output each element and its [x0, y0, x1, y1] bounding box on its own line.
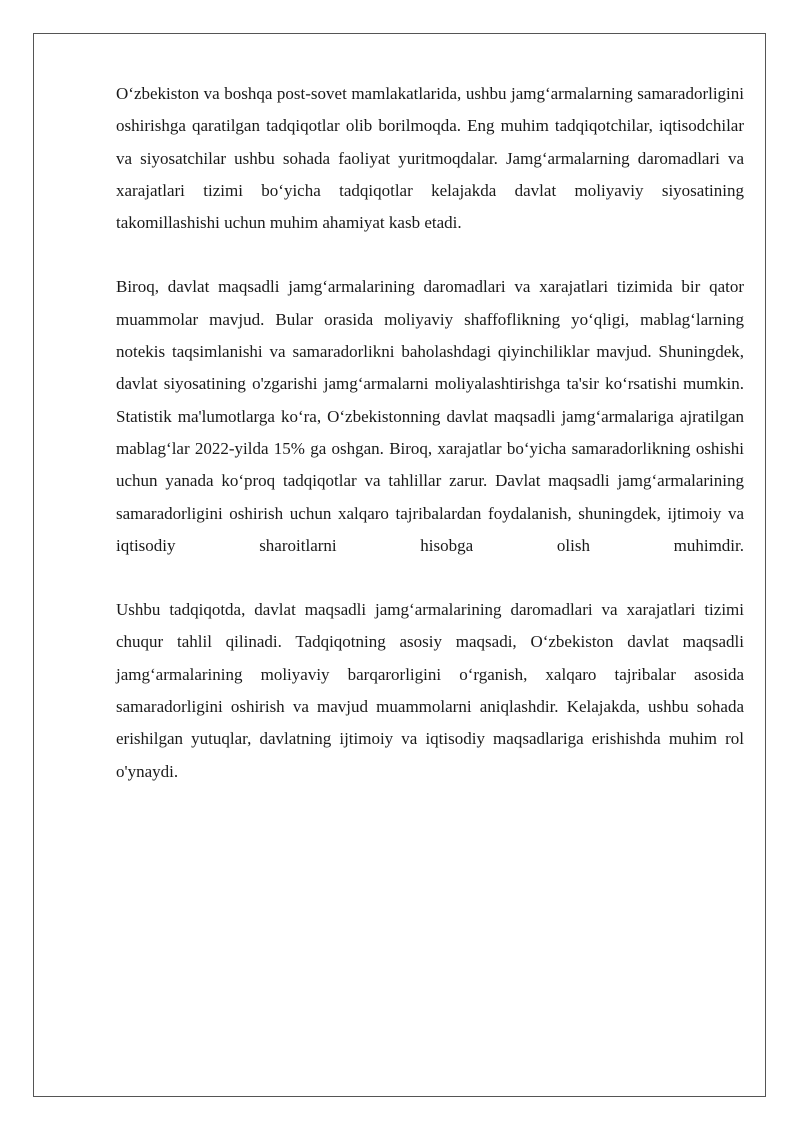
paragraph-3: Ushbu tadqiqotda, davlat maqsadli jamg‘armalarining daromadlari va xarajatlari tizimi chuqur tahlil qilinadi. Tadqiqotning asosiy maqsadi, O‘zbekiston davlat maqsadli jamg‘armalarining moliyaviy barqarorligini o‘rganish, xalqaro tajribalar asosida samaradorligini oshirish va mavjud muammolarni aniqlashdir. Kelajakda, ushbu sohada erishilgan yutuqlar, davlatning ijtimoiy va iqtisodiy maqsadlariga erishishda muhim rol o'ynaydi.: [116, 600, 744, 781]
document-page: [33, 33, 766, 1097]
paragraph-2: Biroq, davlat maqsadli jamg‘armalarining daromadlari va xarajatlari tizimida bir qator muammolar mavjud. Bular orasida moliyaviy shaffoflikning yo‘qligi, mablag‘larning notekis taqsimlanishi va samaradorlikni baholashdagi qiyinchiliklar mavjud. Shuningdek, davlat siyosatining o'zgarishi jamg‘armalarni moliyalashtirishga ta'sir ko‘rsatishi mumkin. Statistik ma'lumotlarga ko‘ra, O‘zbekistonning davlat maqsadli jamg‘armalariga ajratilgan mablag‘lar 2022-yilda 15% ga oshgan. Biroq, xarajatlar bo‘yicha samaradorlikning oshishi uchun yanada ko‘proq tadqiqotlar va tahlillar zarur. Davlat maqsadli jamg‘armalarining samaradorligini oshirish uchun xalqaro tajribalardan foydalanish, shuningdek, ijtimoiy va iqtisodiy sharoitlarni hisobga olish muhimdir.: [116, 277, 744, 555]
paragraph-1: O‘zbekiston va boshqa post-sovet mamlakatlarida, ushbu jamg‘armalarning samaradorligini oshirishga qaratilgan tadqiqotlar olib borilmoqda. Eng muhim tadqiqotchilar, iqtisodchilar va siyosatchilar ushbu sohada faoliyat yuritmoqdalar. Jamg‘armalarning daromadlari va xarajatlari tizimi bo‘yicha tadqiqotlar kelajakda davlat moliyaviy siyosatining takomillashishi uchun muhim ahamiyat kasb etadi.: [116, 84, 744, 233]
document-body: [116, 78, 744, 820]
